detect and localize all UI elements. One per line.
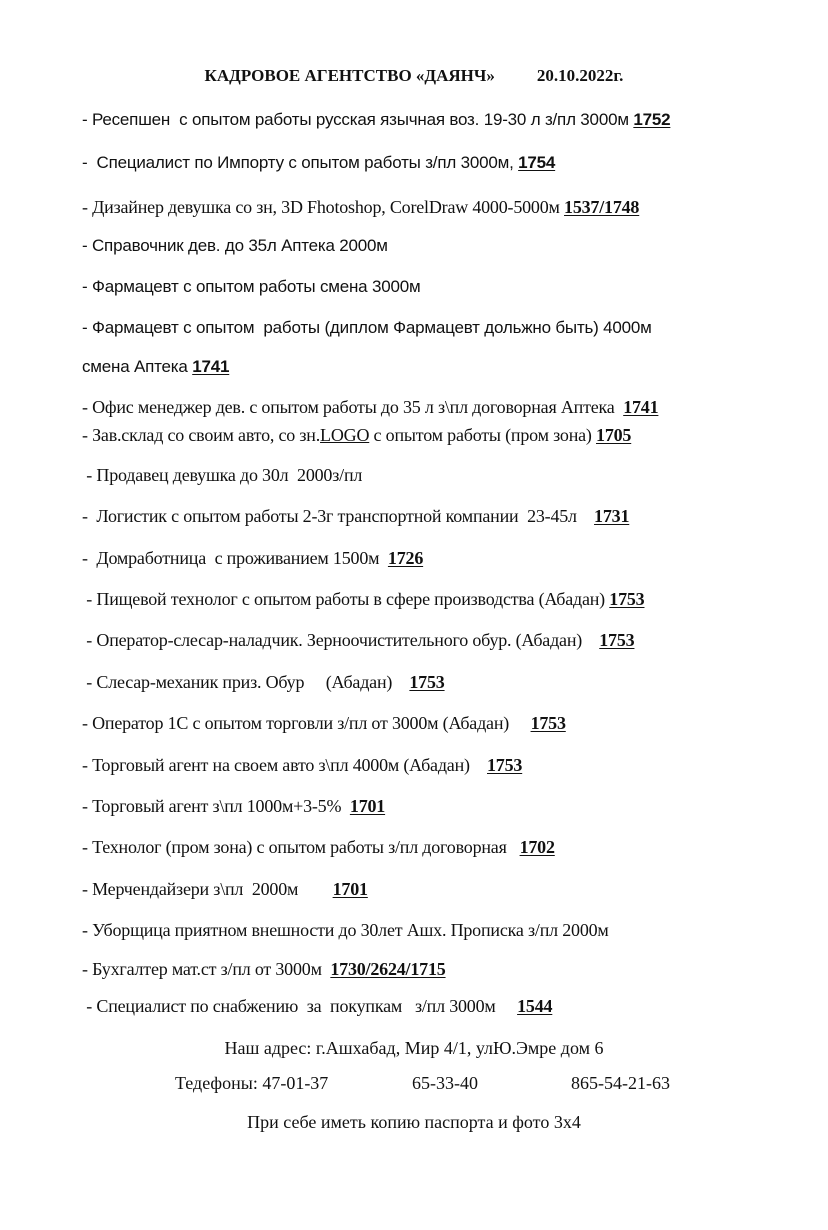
vacancy-code: 1754: [518, 153, 556, 172]
vacancy-code: 1741: [623, 397, 659, 417]
phone-number: 65-33-40: [412, 1073, 478, 1093]
vacancy-text: - Фармацевт с опытом работы смена 3000м: [82, 277, 421, 296]
vacancy-code: 1741: [192, 357, 230, 376]
vacancy-item: [82, 629, 634, 651]
vacancy-code: 1702: [519, 837, 555, 857]
document-header: [0, 66, 828, 86]
vacancy-text: - Специалист по Импорту с опытом работы з/пл 3000м,: [82, 153, 519, 172]
vacancy-item: [82, 836, 555, 858]
agency-title: КАДРОВОЕ АГЕНТСТВО «ДАЯНЧ»: [204, 66, 495, 85]
vacancy-text: с опытом работы (пром зона): [369, 425, 597, 445]
vacancy-item: [82, 754, 522, 776]
vacancy-text: - Зав.склад со своим авто, со зн.: [82, 425, 321, 445]
vacancy-code: 1730/2624/1715: [330, 959, 446, 979]
vacancy-item: [82, 795, 385, 817]
documents-note: При себе иметь копию паспорта и фото 3х4: [247, 1112, 581, 1132]
vacancy-code: 1726: [387, 548, 424, 568]
vacancy-item: [82, 196, 639, 218]
vacancy-item: [82, 424, 631, 446]
vacancy-text: - Торговый агент з\пл 1000м+3-5%: [82, 796, 350, 816]
vacancy-text: - Фармацевт с опытом работы (диплом Фармацевт дольжно быть) 4000м: [82, 318, 652, 337]
vacancy-text: - Специалист по снабжению за покупкам з/пл 3000м: [82, 996, 518, 1016]
vacancy-code: 1731: [594, 506, 630, 526]
vacancy-code: 1753: [530, 713, 566, 733]
phones-label: Тедефоны: 47-01-37: [175, 1073, 329, 1093]
vacancy-text: - Логистик с опытом работы 2-3г транспортной компании 23-45л: [82, 506, 595, 526]
vacancy-code: 1753: [487, 755, 523, 775]
vacancy-item: [82, 995, 552, 1017]
vacancy-item: [82, 958, 446, 980]
vacancy-code: 1537/1748: [564, 197, 640, 217]
vacancy-text: - Дизайнер девушка со зн, 3D Fhotoshop, CorelDraw 4000-5000м: [82, 197, 565, 217]
vacancy-text: - Бухгалтер мат.ст з/пл от 3000м: [82, 959, 331, 979]
vacancy-text: - Справочник дев. до 35л Аптека 2000м: [82, 236, 388, 255]
vacancy-text: - Технолог (пром зона) с опытом работы з/пл договорная: [82, 837, 520, 857]
vacancy-text: - Ресепшен с опытом работы русская язычная воз. 19-30 л з/пл 3000м: [82, 110, 634, 129]
vacancy-item: [82, 712, 566, 734]
vacancy-code: 1752: [633, 110, 671, 129]
vacancy-text: - Офис менеджер дев. с опытом работы до 35 л з\пл договорная Аптека: [82, 397, 624, 417]
logo-word: LOGO: [320, 425, 370, 445]
vacancy-item: [82, 396, 658, 418]
vacancy-text: - Пищевой технолог с опытом работы в сфере производства (Абадан): [82, 589, 610, 609]
vacancy-code: 1753: [409, 672, 445, 692]
vacancy-text: - Оператор 1С с опытом торговли з/пл от 3000м (Абадан): [82, 713, 531, 733]
vacancy-item: [82, 464, 362, 486]
vacancy-text: - Торговый агент на своем авто з\пл 4000м (Абадан): [82, 755, 487, 775]
vacancy-text: - Слесар-механик приз. Обур (Абадан): [82, 672, 410, 692]
vacancy-item: [82, 356, 229, 378]
vacancy-item: [82, 152, 555, 174]
vacancy-item: [82, 588, 644, 610]
vacancy-item: [82, 505, 629, 527]
vacancy-code: 1544: [517, 996, 553, 1016]
vacancy-code: 1701: [332, 879, 368, 899]
vacancy-code: 1701: [349, 796, 386, 816]
phone-number: 865-54-21-63: [571, 1073, 670, 1093]
vacancy-item: [82, 878, 368, 900]
vacancy-text: смена Аптека: [82, 357, 193, 376]
document-date: 20.10.2022г.: [536, 66, 624, 85]
vacancy-text: - Домработница с проживанием 1500м: [82, 548, 388, 568]
vacancy-item: [82, 235, 388, 257]
vacancy-item: [82, 109, 670, 131]
vacancy-item: [82, 671, 445, 693]
vacancy-item: [82, 547, 423, 569]
vacancy-item: [82, 317, 652, 339]
vacancy-text: - Мерчендайзери з\пл 2000м: [82, 879, 333, 899]
agency-address: Наш адрес: г.Ашхабад, Мир 4/1, улЮ.Эмре дом 6: [224, 1038, 604, 1058]
vacancy-text: - Оператор-слесар-наладчик. Зерноочистительного обур. (Абадан): [82, 630, 600, 650]
vacancy-item: [82, 276, 420, 298]
vacancy-code: 1705: [596, 425, 632, 445]
vacancy-text: - Продавец девушка до 30л 2000з/пл: [82, 465, 363, 485]
vacancy-code: 1753: [599, 630, 635, 650]
vacancy-item: [82, 919, 609, 941]
vacancy-text: - Уборщица приятном внешности до 30лет Ашх. Прописка з/пл 2000м: [82, 920, 609, 940]
vacancy-code: 1753: [609, 589, 645, 609]
